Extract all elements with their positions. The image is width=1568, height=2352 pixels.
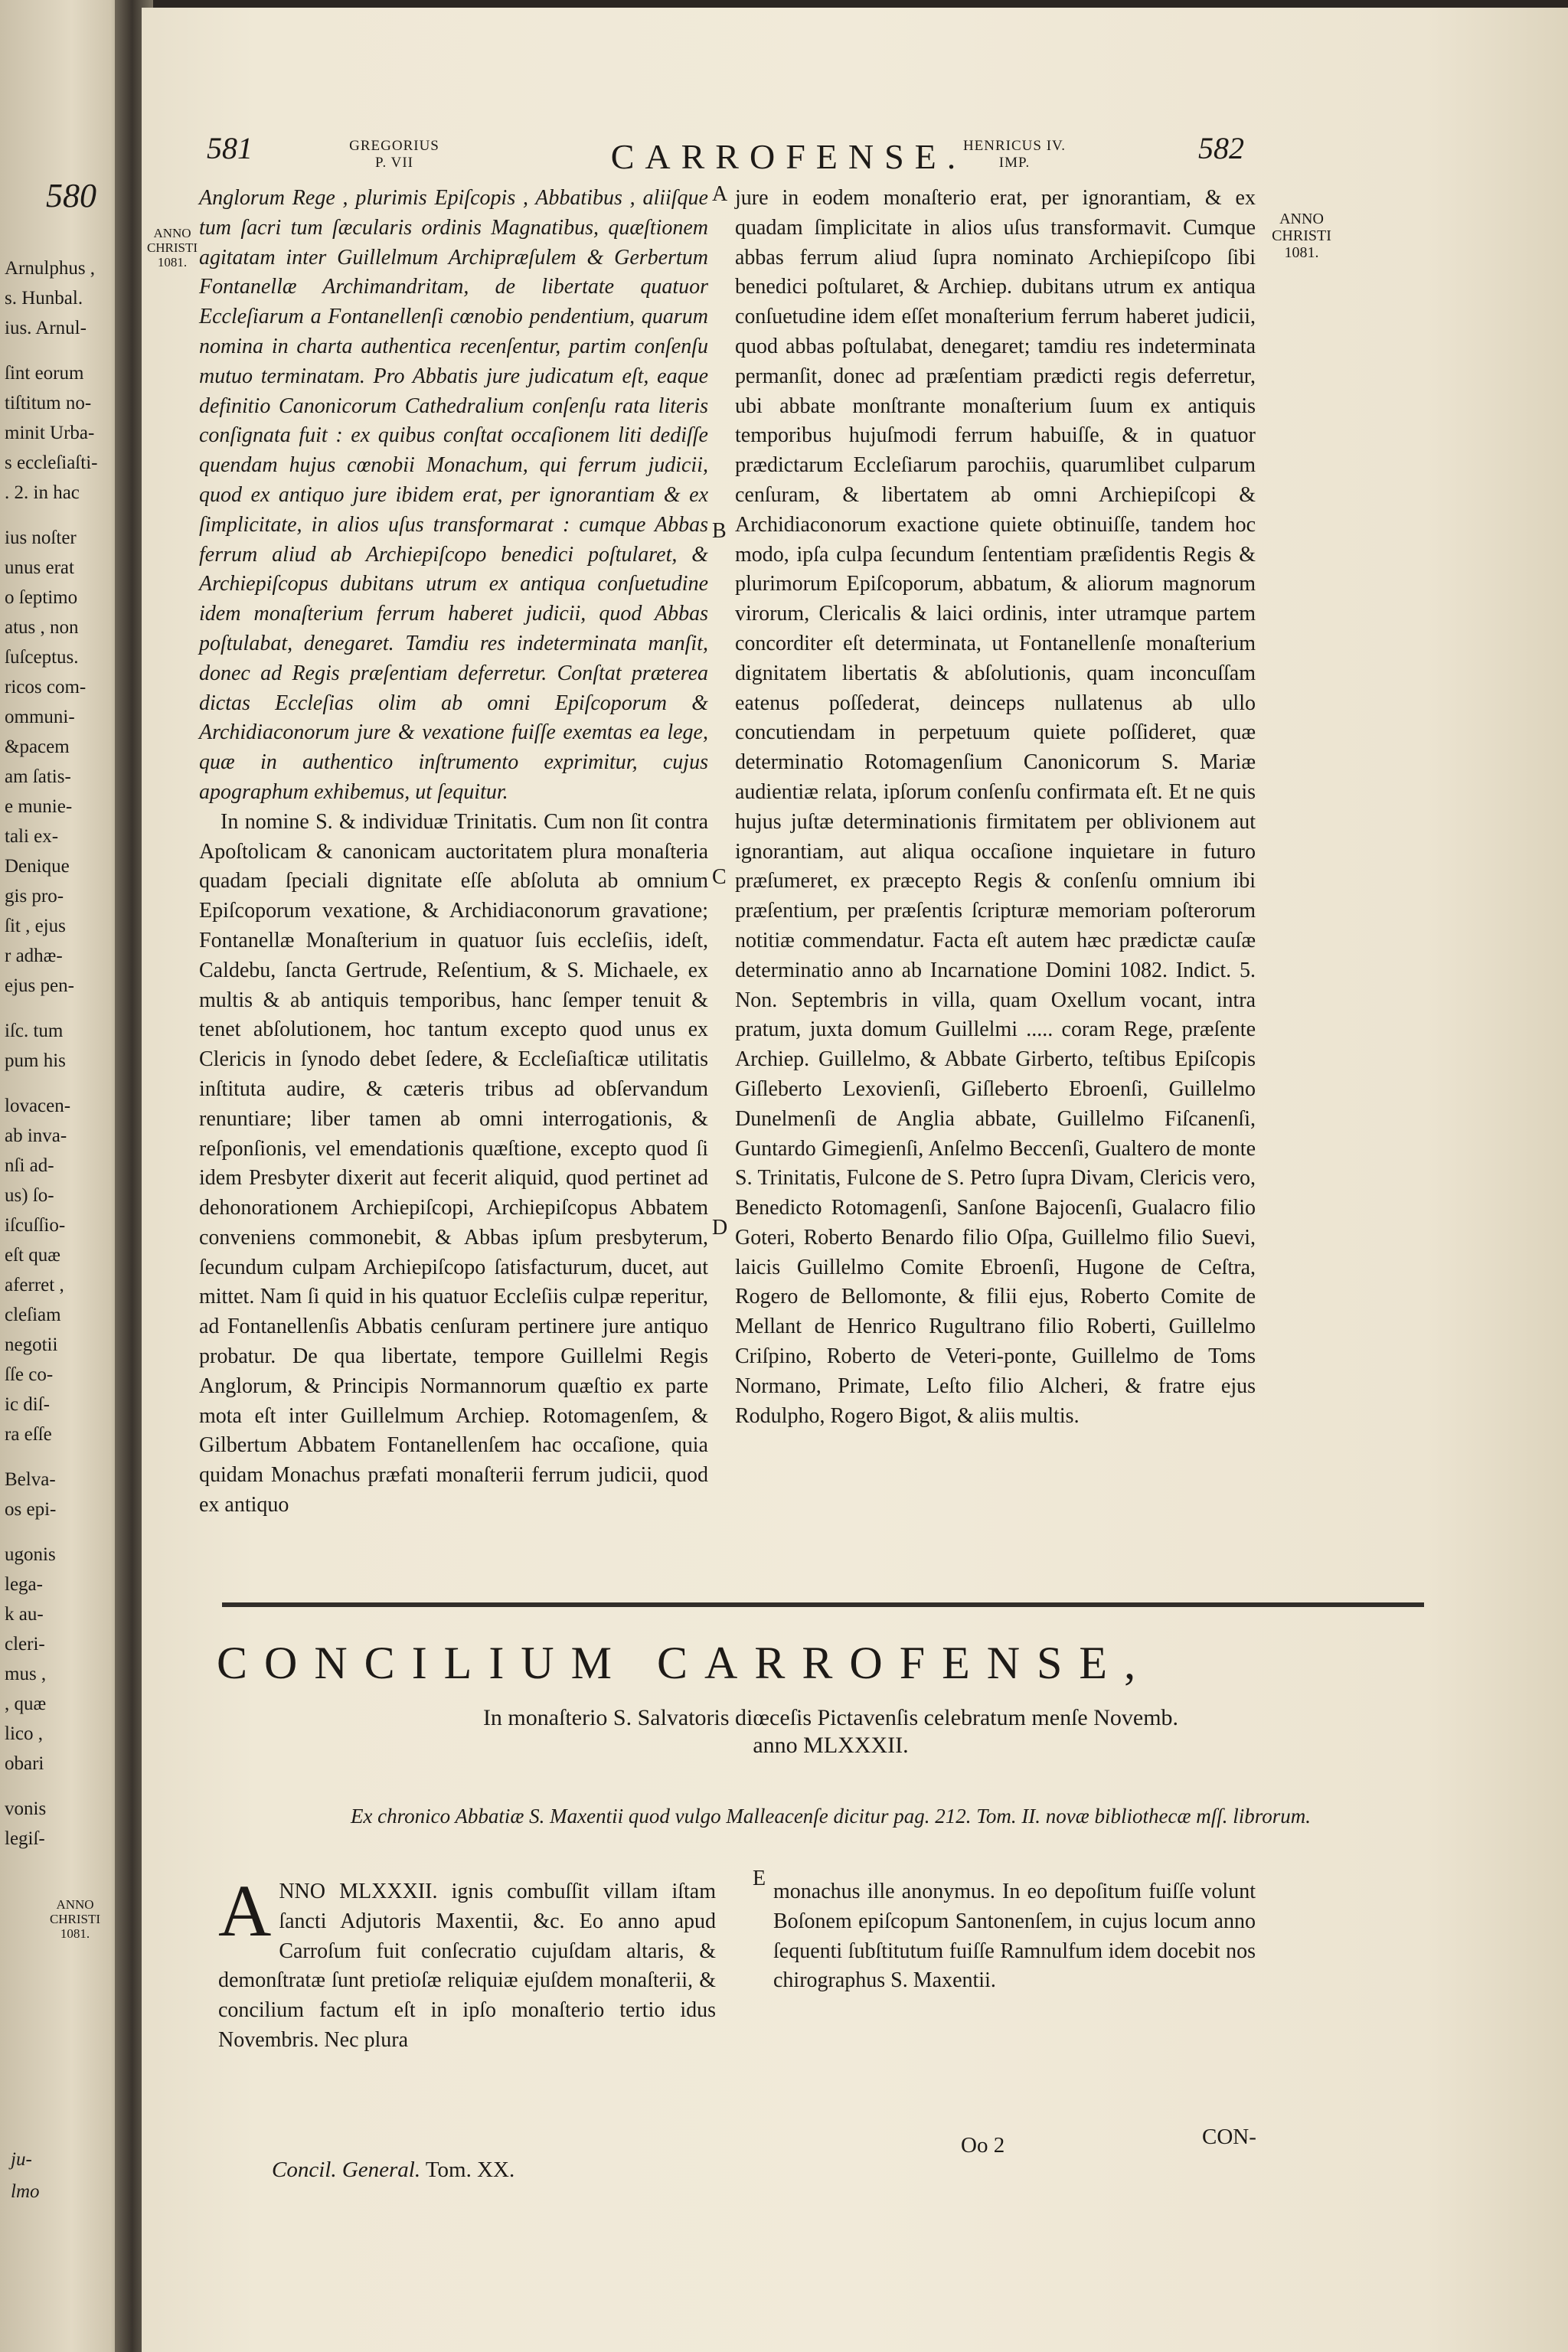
previous-page-line: gis pro- <box>5 886 64 906</box>
previous-page-line: iſc. tum <box>5 1021 64 1041</box>
running-head-right-line2: IMP. <box>998 155 1031 171</box>
signature-mark: Oo 2 <box>961 2133 1005 2158</box>
previous-page-line: ricos com- <box>5 677 87 697</box>
previous-page-line: s eccleſiaſti- <box>5 452 98 473</box>
margin-marker-a: A <box>712 182 728 206</box>
concilium-title: CONCILIUM CARROFENSE, <box>217 1638 1153 1688</box>
previous-page-line: iſcuſſio- <box>5 1215 66 1236</box>
previous-page-line: pum his <box>5 1050 66 1071</box>
anno-right-line1: ANNO <box>1279 211 1324 227</box>
previous-page-line: cleri- <box>5 1634 45 1655</box>
ornamental-rule <box>222 1602 1424 1607</box>
previous-page-line: r adhæ- <box>5 946 63 966</box>
anno-note-left <box>142 226 207 270</box>
previous-page-line: ſint eorum <box>5 363 84 384</box>
previous-page-line: os epi- <box>5 1499 57 1520</box>
previous-page-bottom-2: lmo <box>11 2181 40 2202</box>
previous-page-line: legiſ- <box>5 1828 45 1849</box>
previous-page-line: Arnulphus , <box>5 258 96 279</box>
anno-right-line2: CHRISTI <box>1272 227 1331 244</box>
previous-page-line: obari <box>5 1753 44 1774</box>
concilium-subtitle-line1: In monaſterio S. Salvatoris diœceſis Pictavenſis celebratum menſe Novemb. <box>482 1705 1179 1730</box>
page-number-left: 581 <box>207 131 253 165</box>
previous-page-line: atus , non <box>5 617 79 638</box>
margin-marker-e: E <box>753 1867 766 1890</box>
concilium-subtitle <box>256 1704 1405 1759</box>
anno-left-line3: 1081. <box>157 255 188 270</box>
concilium-source-note: Ex chronico Abbatiæ S. Maxentii quod vulgo Malleacenſe dicitur pag. 212. Tom. II. novæ bibliothecæ mſſ. librorum. <box>350 1805 1312 1828</box>
previous-page-bottom-1: ju- <box>11 2149 32 2170</box>
previous-page-line: ſit , ejus <box>5 916 66 936</box>
previous-page-line: us) ſo- <box>5 1185 54 1206</box>
previous-page-line: ſſe co- <box>5 1364 54 1385</box>
previous-page-line: ra eſſe <box>5 1424 52 1445</box>
previous-page-line: tali ex- <box>5 826 59 847</box>
running-head-left-line2: P. VII <box>375 155 413 171</box>
concilium-left-column <box>218 1870 716 2056</box>
previous-page-line: ugonis <box>5 1544 56 1565</box>
previous-page-line: s. Hunbal. <box>5 288 83 309</box>
drop-cap: A <box>218 1870 272 1952</box>
anno-note-right <box>1259 211 1344 261</box>
page-number-right: 582 <box>1198 131 1244 165</box>
footer-citation-italic: Concil. General. <box>272 2158 421 2182</box>
previous-page-line: o ſeptimo <box>5 587 78 608</box>
previous-page-line: nſi ad- <box>5 1155 54 1176</box>
previous-page-line: ejus pen- <box>5 975 74 996</box>
previous-page-line: , quæ <box>5 1694 47 1714</box>
previous-page-line: ab inva- <box>5 1125 67 1146</box>
previous-page-line: unus erat <box>5 557 74 578</box>
previous-page-line: ic diſ- <box>5 1394 51 1415</box>
previous-page-line: . 2. in hac <box>5 482 80 503</box>
previous-page-line: vonis <box>5 1798 47 1819</box>
previous-page-line: am ſatis- <box>5 766 71 787</box>
previous-page-line: tiſtitum no- <box>5 393 92 413</box>
previous-page-line: Belva- <box>5 1469 56 1490</box>
margin-marker-b: B <box>712 519 727 543</box>
previous-page-line: eſt quæ <box>5 1245 60 1266</box>
concilium-right-column <box>773 1877 1256 1996</box>
charter-text-continued: jure in eodem monaſterio erat, per ignorantiam, & ex quadam ſimplicitate in alios uſus transformavit. Cumque abbas ferrum aliud ſupra nominato Archiepiſcopo ſibi benedici poſtularet, & Archiep. dubitans utrum ex antiqua conſuetudine idem eſſet monaſterium ferrum haberet judicii, quod abbas poſtulabat, denegaret; tamdiu res indeterminata permanſit, donec ad præſentiam prædicti regis deferretur, ubi abbate monſtrante monaſterium ſuum ex antiquis temporibus hujuſmodi ferrum habuiſſe, & in quatuor prædictarum Eccleſiarum parochiis, quarumlibet culparum cenſuram, & libertatem ab omni Archiepiſcopi & Archidiaconorum exactione quiete obtinuiſſe, tandem hoc modo, ipſa culpa ſecundum ſententiam præſidentis Regis & plurimorum Epiſcoporum, abbatum, & aliorum magnorum virorum, Clericalis & laici ordinis, inter utramque partem concorditer eſt determinata, ut Fontanellenſe monaſterium dignitatem libertatis & abſolutionis, quam inconcuſſam eatenus poſſederat, deinceps nullatenus ab ullo concutiendam in perpetuum quiete poſſideret, quæ determinatio Rotomagenſium Canonicorum S. Mariæ audientiæ relata, ipſorum conſenſu confirmata eſt. Et ne quis hujus juſtæ determinationis firmitatem per oblivionem aut ignorantiam, aut aliqua occaſione inquietare in futuro præſumeret, ex præcepto Regis & conſenſu omnium ibi præſentium, per præſentis ſcripturæ memoriam poſterorum notitiæ commendatur. Facta eſt autem hæc prædictæ cauſæ determinatio anno ab Incarnatione Domini 1082. Indict. 5. Non. Septembris in villa, quam Oxellum vocant, intra pratum, juxta domum Guillelmi ..... coram Rege, præſente Archiep. Guillelmo, & Abbate Girberto, teſtibus Epiſcopis Giſleberto Lexovienſi, Giſleberto Ebroenſi, Guillelmo Dunelmenſi de Anglia abbate, Guillelmo Fiſcanenſi, Guntardo Gimegienſi, Anſelmo Beccenſi, Gualtero de monte S. Trinitatis, Fulcone de S. Petro ſupra Divam, Clericis vero, Benedicto Rotomagenſi, Sanſone Bajocenſi, Gualacro filio Goteri, Roberto Benardo filio Oſpa, Guillelmo filio Suevi, laicis Guillelmo Comite Ebroenſi, Hugone de Ceſtra, Rogero de Bellomonte, & filii ejus, Roberto Comite de Mellant de Henrico Rugultrano filio Roberti, Guillelmo Criſpino, Roberto de Veteri-ponte, Guillelmo de Toms Normano, Primate, Leſto filio Alcheri, & fratre ejus Rodulpho, Rogero Bigot, & aliis multis. <box>735 186 1256 1428</box>
previous-page <box>0 0 130 2352</box>
previous-page-line: aferret , <box>5 1275 64 1295</box>
margin-marker-c: C <box>712 865 727 889</box>
running-head-left-line1: GREGORIUS <box>349 138 439 154</box>
page-title: CARROFENSE. <box>610 137 967 176</box>
previous-page-line: lico , <box>5 1723 43 1744</box>
running-head-right-line1: HENRICUS IV. <box>962 138 1067 154</box>
previous-page-line: Denique <box>5 856 70 877</box>
previous-page-line: ius noſter <box>5 528 77 548</box>
margin-marker-d: D <box>712 1216 728 1240</box>
previous-page-anno-note: ANNO CHRISTI 1081. <box>49 1897 101 1941</box>
previous-page-line: negotii <box>5 1334 58 1355</box>
editorial-summary: Anglorum Rege , plurimis Epiſcopis , Abbatibus , aliiſque tum ſacri tum ſæcularis ordinis Magnatibus, quæſtionem agitatam inter Guillelmum Archipræſulem & Gerbertum Fontanellæ Archimandritam, de libertate quatuor Eccleſiarum a Fontanellenſi cœnobio pendentium, quarum nomina in charta authentica recenſentur, partim conſenſu mutuo terminatam. Pro Abbatis jure judicatum eſt, eaque definitio Canonicorum Cathedralium conſenſu rata literis conſignata fuit : ex quibus conſtat occaſionem liti dediſſe quendam hujus cœnobii Monachum, qui ferrum judicii, quod ex antiquo jure ibidem erat, per ignorantiam & ex ſimplicitate, in alios uſus transformarat : cumque Abbas ferrum aliud ab Archiepiſcopo benedici poſtularet, & Archiepiſcopus dubitans utrum ex antiqua conſuetudine idem monaſterium ferrum haberet judicii, quod Abbas poſtulabat, denegaret. Tamdiu res indeterminata manſit, donec ad Regis præſentiam deferretur. Conſtat præterea dictas Eccleſias olim ab omni Epiſcoporum & Archidiaconorum jure & vexatione fuiſſe exemtas ea lege, quæ in authentico inſtrumento exprimitur, cujus apographum exhibemus, ut ſequitur. <box>199 186 708 804</box>
footer-citation-roman: Tom. XX. <box>425 2158 515 2182</box>
main-page <box>142 8 1568 2352</box>
previous-page-line: k au- <box>5 1604 44 1625</box>
charter-text-start: In nomine S. & individuæ Trinitatis. Cum non ſit contra Apoſtolicam & canonicam auctoritatem plura monaſteria quadam ſpeciali dignitate eſſe abſoluta ab omnium Epiſcoporum vexatione, & Archidiaconorum gravatione; Fontanellæ Monaſterium in quatuor ſuis eccleſiis, ideſt, Caldebu, ſancta Gertrude, Reſentium, & S. Michaele, ex multis & ab antiquis temporibus, hanc ſemper tenuit & tenet abſolutionem, hoc tantum excepto quod unus ex Clericis in ſynodo debet ſedere, & Eccleſiaſticæ utilitatis inſtituta audire, & cæteris tribus ad obſervandum renuntiare; liber tamen ab omni interrogationis, & reſponſionis, vel emendationis quæſtione, excepto quod ſi idem Presbyter dixerit aut fecerit aliquid, quod pertinet ad dehonorationem Archiepiſcopi, Archiepiſcopus Abbatem conveniens commonebit, & Abbas ipſum presbyterum, ſecundum culpam Archiepiſcopo ſatisfacturum, ducet, aut mittet. Nam ſi quid in his quatuor Eccleſiis culpæ reperitur, ad Fontanellenſis Abbatis cenſuram pertinere jure antiquo probatur. De qua libertate, tempore Guillelmi Regis Anglorum, & Principis Normannorum quæſtio ex parte mota eſt inter Guillelmum Archiep. Rotomagenſem, & Gilbertum Abbatem Fontanellenſem hac occaſione, quia quidam Monachus præfati monaſterii ferrum judicii, quod ex antiquo <box>199 809 708 1517</box>
previous-page-number: 580 <box>46 177 96 214</box>
anno-left-line2: CHRISTI <box>146 240 198 255</box>
anno-right-line3: 1081. <box>1284 244 1319 261</box>
previous-page-line: lovacen- <box>5 1096 71 1116</box>
previous-page-line: &pacem <box>5 737 70 757</box>
running-head-left <box>337 138 452 172</box>
previous-page-line: ius. Arnul- <box>5 318 87 338</box>
previous-page-line: ommuni- <box>5 707 75 727</box>
previous-page-line: cleſiam <box>5 1305 61 1325</box>
concilium-right-text: monachus ille anonymus. In eo depoſitum fuiſſe volunt Boſonem epiſcopum Santonenſem, in cujus locum anno ſequenti ſubſtitutum fuiſſe Ramnulfum idem docebit nos chirographus S. Maxentii. <box>773 1880 1256 1993</box>
concilium-left-text: NNO MLXXXII. ignis combuſſit villam iſtam ſancti Adjutoris Maxentii, &c. Eo anno apud Carroſum fuit conſecratio cujuſdam altaris, & demonſtratæ ſunt pretioſæ reliquiæ ejuſdem monaſterii, & concilium factum eſt in ipſo monaſterio tertio idus Novembris. Nec plura <box>218 1880 716 2052</box>
right-column <box>735 184 1256 1431</box>
catchword: CON- <box>1202 2125 1256 2149</box>
previous-page-line: e munie- <box>5 796 73 817</box>
left-column <box>199 184 708 1521</box>
footer-citation <box>272 2158 514 2183</box>
concilium-subtitle-line2: anno MLXXXII. <box>753 1733 909 1758</box>
previous-page-line: minit Urba- <box>5 423 95 443</box>
previous-page-line: ſuſceptus. <box>5 647 79 668</box>
running-head-right <box>938 138 1091 172</box>
previous-page-line: lega- <box>5 1574 43 1595</box>
previous-page-line: mus , <box>5 1664 47 1684</box>
anno-left-line1: ANNO <box>153 226 191 240</box>
